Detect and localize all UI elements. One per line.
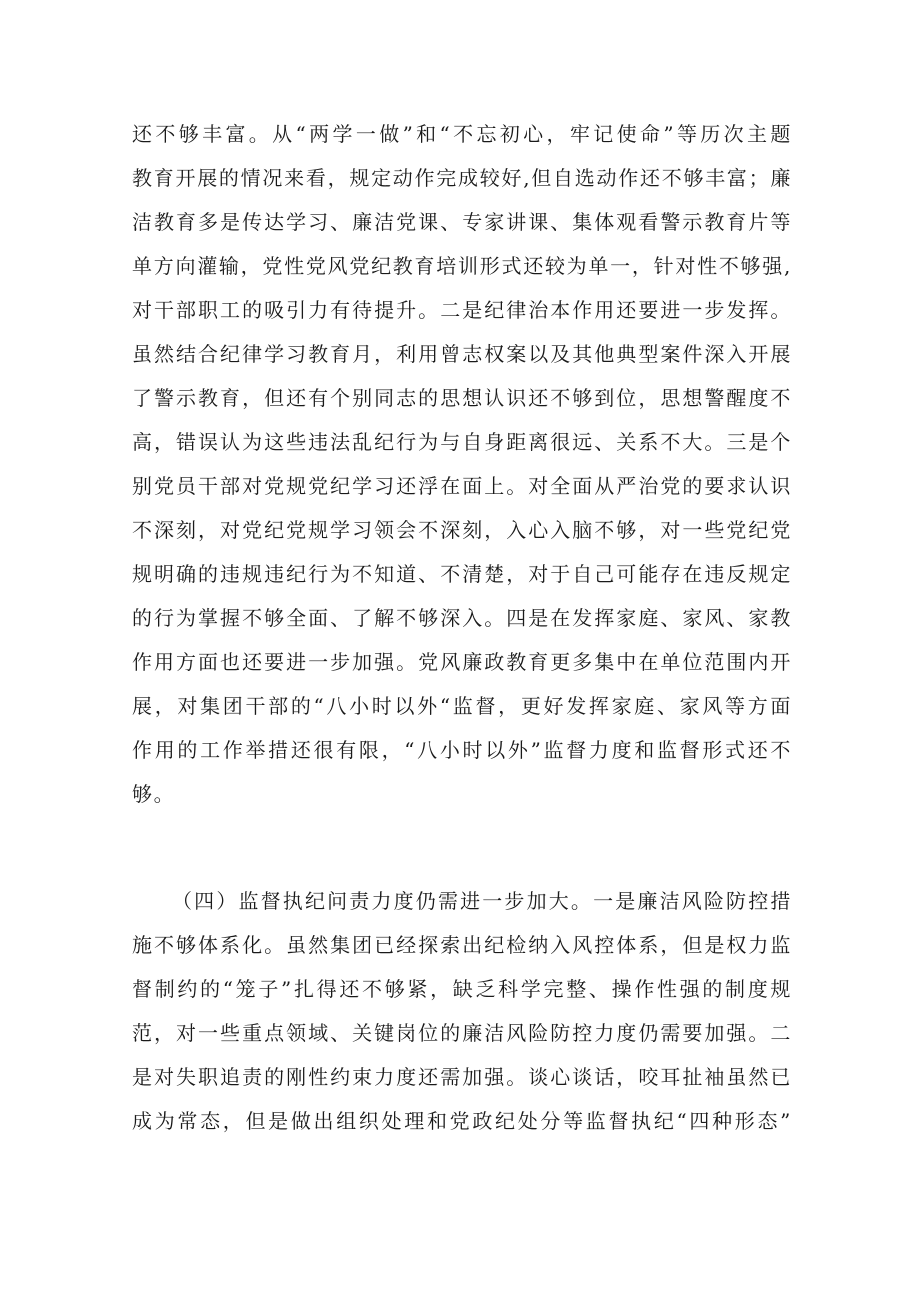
text-line: 别党员干部对党规党纪学习还浮在面上。对全面从严治党的要求认识 [132,474,792,498]
text-line: 范，对一些重点领域、关键岗位的廉洁风险防控力度仍需要加强。二 [132,1021,792,1045]
section-heading-line: （四）监督执纪问责力度仍需进一步加大。一是廉洁风险防控措 [172,889,792,913]
text-line: 施不够体系化。虽然集团已经探索出纪检纳入风控体系，但是权力监 [132,933,792,957]
text-line: 作用的工作举措还很有限，“八小时以外”监督力度和监督形式还不 [132,738,792,762]
text-line: 不深刻，对党纪党规学习领会不深刻，入心入脑不够，对一些党纪党 [132,518,792,542]
text-line: 教育开展的情况来看，规定动作完成较好,但自选动作还不够丰富；廉 [132,166,792,190]
text-line: 的行为掌握不够全面、了解不够深入。四是在发挥家庭、家风、家教 [132,606,792,630]
text-line: 洁教育多是传达学习、廉洁党课、专家讲课、集体观看警示教育片等 [132,210,792,234]
text-line: 还不够丰富。从“两学一做”和“不忘初心，牢记使命”等历次主题 [132,122,792,146]
text-line: 虽然结合纪律学习教育月，利用曾志权案以及其他典型案件深入开展 [132,342,792,366]
text-line: 高，错误认为这些违法乱纪行为与自身距离很远、关系不大。三是个 [132,430,792,454]
text-line: 对干部职工的吸引力有待提升。二是纪律治本作用还要进一步发挥。 [132,298,792,322]
text-line: 作用方面也还要进一步加强。党风廉政教育更多集中在单位范围内开 [132,650,792,674]
text-line: 展，对集团干部的“八小时以外“监督，更好发挥家庭、家风等方面 [132,694,792,718]
text-line-last: 够。 [132,782,176,806]
text-line: 督制约的“笼子”扎得还不够紧，缺乏科学完整、操作性强的制度规 [132,977,792,1001]
text-line: 了警示教育，但还有个别同志的思想认识还不够到位，思想警醒度不 [132,386,792,410]
text-line: 成为常态，但是做出组织处理和党政纪处分等监督执纪“四种形态” [132,1109,792,1133]
text-line: 是对失职追责的刚性约束力度还需加强。谈心谈话，咬耳扯袖虽然已 [132,1065,792,1089]
paragraph-section-four [132,879,792,1143]
text-line: 规明确的违规违纪行为不知道、不清楚，对于自己可能存在违反规定 [132,562,792,586]
paragraph-continuation [132,112,792,816]
text-line: 单方向灌输，党性党风党纪教育培训形式还较为单一，针对性不够强, [132,254,792,278]
